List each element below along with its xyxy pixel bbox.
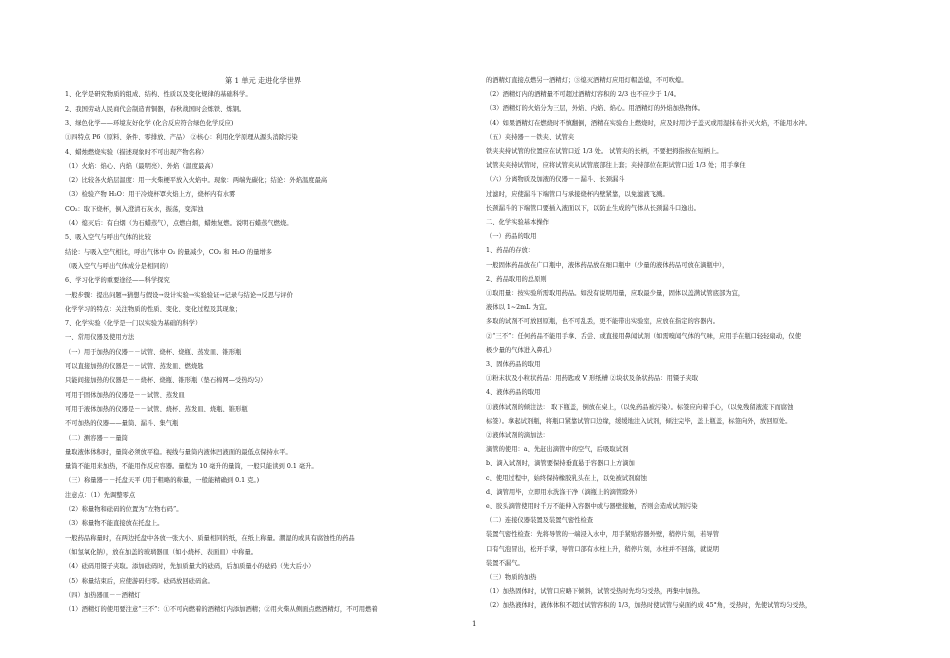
right-text-line: 1、药品的存放： [486,247,535,255]
left-text-line: 一般步骤：提出问题→猜想与假设→设计实验→实验验证→记录与结论→反思与评价 [65,291,293,299]
right-text-line: 试管夹夹持试管时，应将试管夹从试管底部往上套；夹持部位在距试管口近 1/3 处；用手拿住 [486,162,746,170]
right-text-line: ②液体试剂的滴加法： [486,432,549,439]
left-text-line: 2、我国劳动人民商代会制造青铜器，春秋战国时会炼铁、炼钢。 [65,105,246,113]
left-text-line: （2）称量物和砝码的位置为“左物右码”。 [65,506,183,513]
right-text-line: 4、液体药品的取用 [486,389,541,397]
right-text-line: （一）药品的取用 [486,233,537,241]
right-text-line: （3）酒精灯的火焰分为三层，外焰、内焰、焰心。用酒精灯的外焰加热物体。 [486,105,705,113]
left-text-line: CO₂：取下烧杯，倒入澄清石灰水，振荡，变浑浊 [65,205,204,213]
right-text-line: 极少量的气体进入鼻孔） [486,346,556,354]
left-text-line: （3）称量物不能直接放在托盘上。 [65,520,164,528]
right-text-line: 液体以 1~2mL 为宜。 [486,304,552,312]
left-text-line: 化学学习的特点：关注物质的性质、变化、变化过程及其现象； [65,305,242,313]
left-text-line: 结论：与吸入空气相比，呼出气体中 O₂ 的量减少，CO₂ 和 H₂O 的量增多 [65,248,273,256]
right-text-line: 过滤时，应使漏斗下端管口与承接烧杯内壁紧靠，以免滤液飞溅。 [486,190,669,198]
left-text-line: 3、绿色化学——环境友好化学 (化合反应符合绿色化学反应) [65,119,234,127]
left-text-line: （1）酒精灯的使用要注意“三不”：①不可向燃着的酒精灯内添加酒精；②用火柴从侧面点燃酒精灯，不可用燃着 [65,606,378,614]
left-text-line: （3）检验产物 H₂O：用干冷烧杯罩火焰上方，烧杯内有水雾 [65,191,236,199]
right-text-line: 的酒精灯直接点燃另一酒精灯；③熄灭酒精灯应用灯帽盖熄，不可吹熄。 [486,77,688,84]
right-text-line: 长颈漏斗的下端管口要插入液面以下，以防止生成的气体从长颈漏斗口逸出。 [486,204,701,212]
left-text-line: 量取液体体积时，量筒必须放平稳。视线与量筒内液体凹液面的最低点保持水平。 [65,448,292,456]
left-text-line: 4、蜡烛燃烧实验（描述现象时不可出现产物名称） [65,148,208,156]
right-text-line: b、滴入试剂时，滴管要保持垂直悬于容器口上方滴加 [486,460,635,468]
left-text-line: （2）比较各火焰层温度：用一火柴梗平放入火焰中。现象：两端先碳化；结论：外焰温度最高 [65,177,328,185]
right-text-line: ①取用量：按实验所需取用药品。如没有说明用量，应取最少量，固体以盖满试管底部为宜， [486,290,745,297]
right-text-line: ①液体试剂的倾注法： 取下瓶盖，倒放在桌上，（以免药品被污染）。标签应向着手心，（以免残留液流下而腐蚀 [486,403,794,411]
left-text-line: 不可加热的仪器——量筒、漏斗、集气瓶 [65,420,179,428]
right-text-line: 装置不漏气。 [486,559,524,567]
right-text-line: 装置气密性检查：先将导管的一端浸入水中，用手紧贴容器外壁，稍停片刻，若导管 [486,531,719,539]
left-text-line: 可以直接加热的仪器是－－试管、蒸发皿、燃烧匙 [65,363,204,370]
right-text-line: ②“三不”：任何药品不能用手拿、舌尝、或直接用鼻闻试剂（如需嗅闻气体的气味，应用手在瓶口轻轻扇动，仅使 [486,332,801,340]
left-text-line: 第 1 单元 走进化学世界 [225,76,302,85]
right-text-line: 口有气泡冒出，松开手掌，导管口部有水柱上升，稍停片刻，水柱并不回落，就说明 [486,545,719,553]
left-text-line: 5、吸入空气与呼出气体的比较 [65,234,151,242]
left-text-line: 7、化学实验（化学是一门以实验为基础的科学） [65,320,202,328]
left-text-line: 可用于液体加热的仪器是－－试管、烧杯、蒸发皿、烧瓶、锥形瓶 [65,405,248,413]
left-text-line: 6、学习化学的重要途径——科学探究 [65,277,170,285]
left-text-line: 量筒不能用来加热，不能用作反应容器。量程为 10 毫升的量筒，一般只能读到 0.1 毫升。 [65,463,318,471]
left-text-line: 注意点：（1）先调整零点 [65,491,136,499]
left-text-line: 一般药品称量时，在两边托盘中各放一张大小、质量相同的纸，在纸上称量。潮湿的或具有腐蚀性的药品 [65,534,355,542]
right-text-line: ①粉末状及小粒状药品：用药匙或 V 形纸槽 ②块状及条状药品：用镊子夹取 [486,375,699,383]
right-text-line: （2）酒精灯内的酒精量不可超过酒精灯容积的 2/3 也不应少于 1/4。 [486,91,680,99]
left-text-line: 只能间接加热的仪器是－－烧杯、烧瓶、锥形瓶（垫石棉网—受热均匀） [65,377,267,385]
right-text-line: c、使用过程中，始终保持橡胶乳头在上，以免被试剂腐蚀 [486,474,647,482]
right-text-line: （六）分离物质及加液的仪器－－漏斗、长颈漏斗 [486,176,625,184]
right-text-line: 二、化学实验基本操作 [486,219,549,226]
right-text-line: （二）连接仪器装置及装置气密性检查 [486,517,594,525]
left-text-line: （4）砝码用镊子夹取。添加砝码时，先加质量大的砝码，后加质量小的砝码（先大后小） [65,563,315,571]
right-text-line: e、胶头滴管使用时千万不能伸入容器中或与器壁接触，否则会造成试剂污染 [486,503,698,510]
right-text-line: 标签）。拿起试剂瓶，将瓶口紧靠试管口边缘，缓缓地注入试剂，倾注完毕，盖上瓶盖，标签向外，放回原处。 [486,417,792,425]
left-text-line: 1、化学是研究物质的组成、结构、性质以及变化规律的基础科学。 [65,91,252,99]
right-text-line: 铁夹夹持试管的位置应在试管口近 1/3 处。 试管夹的长柄，不要把拇指按在短柄上。 [486,148,723,155]
right-text-line: （4）如果酒精灯在燃烧时不慎翻倒，酒精在实验台上燃烧时，应及时用沙子盖灭或用湿抹布扑灭火焰，不能用水冲。 [486,119,812,127]
left-text-line: （四）加热器皿－－酒精灯 [65,591,141,599]
right-text-line: 3、固体药品的取用 [486,361,541,368]
right-text-line: 多取的试剂不可放回原瓶，也不可乱丢，更不能带出实验室，应放在指定的容器内。 [486,318,719,326]
left-text-line: （5）称量结束后，应使游码归零。砝码放回砝码盒。 [65,577,214,585]
right-text-line: （三）物质的加热 [486,574,537,581]
left-text-line: （1）火焰：焰心、内焰（最明亮）、外焰（温度最高） [65,162,217,170]
left-text-line: （吸入空气与呼出气体成分是相同的） [65,262,173,270]
right-text-line: （1）加热固体时，试管口应略下倾斜，试管受热时先均匀受热，再集中加热。 [486,588,705,596]
left-text-line: （一）用于加热的仪器－－试管、烧杯、烧瓶、蒸发皿、锥形瓶 [65,348,242,356]
right-text-line: （2）加热液体时，液体体积不超过试管容积的 1/3，加热时使试管与桌面约成 45°角，受热时，先使试管均匀受热， [486,602,812,610]
left-text-line: 一、常用仪器及使用方法 [65,334,135,342]
left-text-line: （4）熄灭后：有白烟（为石蜡蒸气），点燃白烟，蜡烛复燃。说明石蜡蒸气燃烧。 [65,220,293,227]
right-text-line: d、滴管用毕，立即用水洗涤干净（滴瓶上的滴管除外） [486,488,642,496]
left-text-line: （三）称量器－－托盘天平 (用于粗略的称量，一般能精确到 0.1 克。) [65,477,260,485]
left-text-line: ①四特点 P6（原料、条件、零排放、产品） ②核心：利用化学原理从源头消除污染 [65,134,298,142]
left-text-line: 可用于固体加热的仪器是－－试管、蒸发皿 [65,391,185,399]
left-text-line: （二）测容器－－量筒 [65,434,128,442]
right-text-line: 一般固体药品放在广口瓶中，液体药品放在细口瓶中（少量的液体药品可放在滴瓶中）， [486,261,729,269]
page-number: 1 [472,620,477,628]
right-text-line: （五）夹持器－－铁夹、试管夹 [486,133,575,141]
right-text-line: 滴管的使用：a、先赶出滴管中的空气，后吸取试剂 [486,446,629,454]
right-text-line: 2、药品取用的总原则 [486,275,547,283]
left-text-line: （如氢氧化钠），放在加盖的玻璃器皿（如小烧杯、表面皿）中称量。 [65,548,258,556]
